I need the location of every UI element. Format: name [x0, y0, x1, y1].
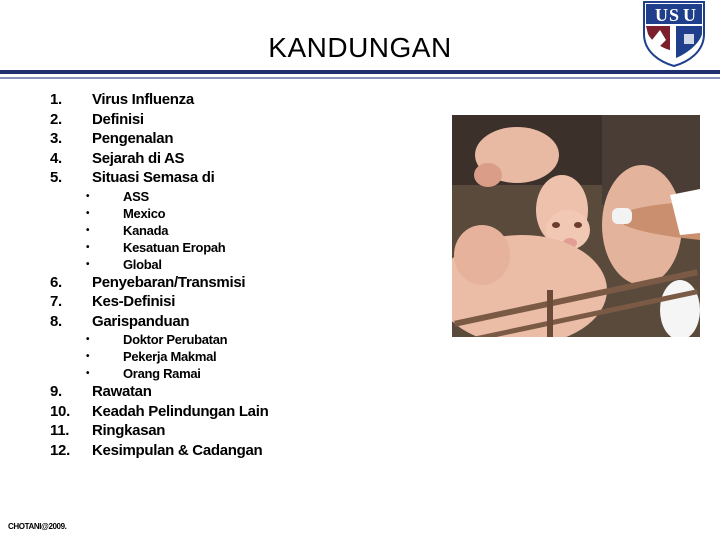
- contents-item: [50, 312, 430, 332]
- contents-item-number: 5.: [50, 169, 62, 186]
- contents-item-label: Kes-Definisi: [92, 293, 176, 310]
- contents-item: [50, 402, 430, 422]
- contents-item-number: 11.: [50, 422, 70, 439]
- contents-item-number: 6.: [50, 273, 62, 291]
- svg-text:S: S: [669, 5, 680, 25]
- contents-item: [50, 421, 430, 441]
- contents-subitem: [50, 222, 430, 239]
- contents-item-label: Rawatan: [92, 383, 152, 400]
- pigs-in-pen-photo: [452, 115, 700, 337]
- contents-item: [50, 382, 430, 402]
- contents-item-label: Keadah Pelindungan Lain: [92, 402, 269, 420]
- contents-subitem: [50, 348, 430, 365]
- bullet-icon: •: [86, 258, 90, 270]
- contents-item-number: 3.: [50, 130, 62, 147]
- contents-item-label: Virus Influenza: [92, 91, 194, 108]
- footer-copyright: CHOTANI@2009.: [8, 522, 67, 531]
- contents-item-number: 2.: [50, 110, 62, 128]
- contents-subitem: [50, 205, 430, 222]
- contents-item-label: Pengenalan: [92, 130, 174, 147]
- contents-subitem-label: Kanada: [123, 222, 169, 238]
- contents-item-number: 1.: [50, 91, 62, 108]
- contents-subitem-label: Doktor Perubatan: [123, 332, 228, 347]
- contents-subitem-label: Global: [123, 256, 162, 272]
- contents-item-label: Ringkasan: [92, 422, 166, 439]
- contents-item-label: Kesimpulan & Cadangan: [92, 441, 263, 459]
- contents-item-number: 7.: [50, 293, 62, 310]
- contents-list: [50, 90, 430, 460]
- contents-item: [50, 168, 430, 188]
- svg-text:U: U: [655, 5, 668, 25]
- bullet-icon: •: [86, 207, 90, 219]
- contents-item-label: Garispanduan: [92, 312, 190, 330]
- bullet-icon: •: [86, 241, 90, 253]
- slide-title: KANDUNGAN: [268, 32, 452, 63]
- contents-item-number: 10.: [50, 402, 70, 420]
- bullet-icon: •: [86, 224, 90, 236]
- contents-subitem-label: Mexico: [123, 205, 166, 221]
- contents-item-number: 9.: [50, 383, 62, 400]
- contents-subitem-label: ASS: [123, 188, 149, 204]
- contents-subitem-label: Kesatuan Eropah: [123, 239, 226, 255]
- contents-item: [50, 90, 430, 110]
- contents-subitem: [50, 239, 430, 256]
- contents-item: [50, 149, 430, 169]
- bullet-icon: •: [86, 334, 90, 345]
- bullet-icon: •: [86, 368, 90, 379]
- contents-item-number: 4.: [50, 149, 62, 167]
- university-crest-logo: [640, 0, 708, 68]
- contents-item-label: Penyebaran/Transmisi: [92, 273, 246, 291]
- contents-item: [50, 292, 430, 312]
- contents-item-number: 8.: [50, 312, 62, 330]
- contents-subitem-label: Pekerja Makmal: [123, 349, 217, 364]
- svg-text:U: U: [683, 5, 696, 25]
- contents-item: [50, 110, 430, 130]
- contents-item-label: Definisi: [92, 110, 144, 128]
- contents-subitem: [50, 188, 430, 205]
- contents-subitem: [50, 256, 430, 273]
- bullet-icon: •: [86, 351, 90, 362]
- contents-item: [50, 441, 430, 461]
- contents-item-number: 12.: [50, 441, 70, 459]
- contents-item: [50, 129, 430, 149]
- contents-subitem: [50, 365, 430, 382]
- contents-item-label: Situasi Semasa di: [92, 169, 215, 186]
- contents-item-label: Sejarah di AS: [92, 149, 185, 167]
- contents-subitem-label: Orang Ramai: [123, 366, 201, 381]
- title-divider-thick: [0, 70, 720, 74]
- bullet-icon: •: [86, 190, 90, 202]
- contents-subitem: [50, 331, 430, 348]
- contents-item: [50, 273, 430, 293]
- title-divider-thin: [0, 77, 720, 79]
